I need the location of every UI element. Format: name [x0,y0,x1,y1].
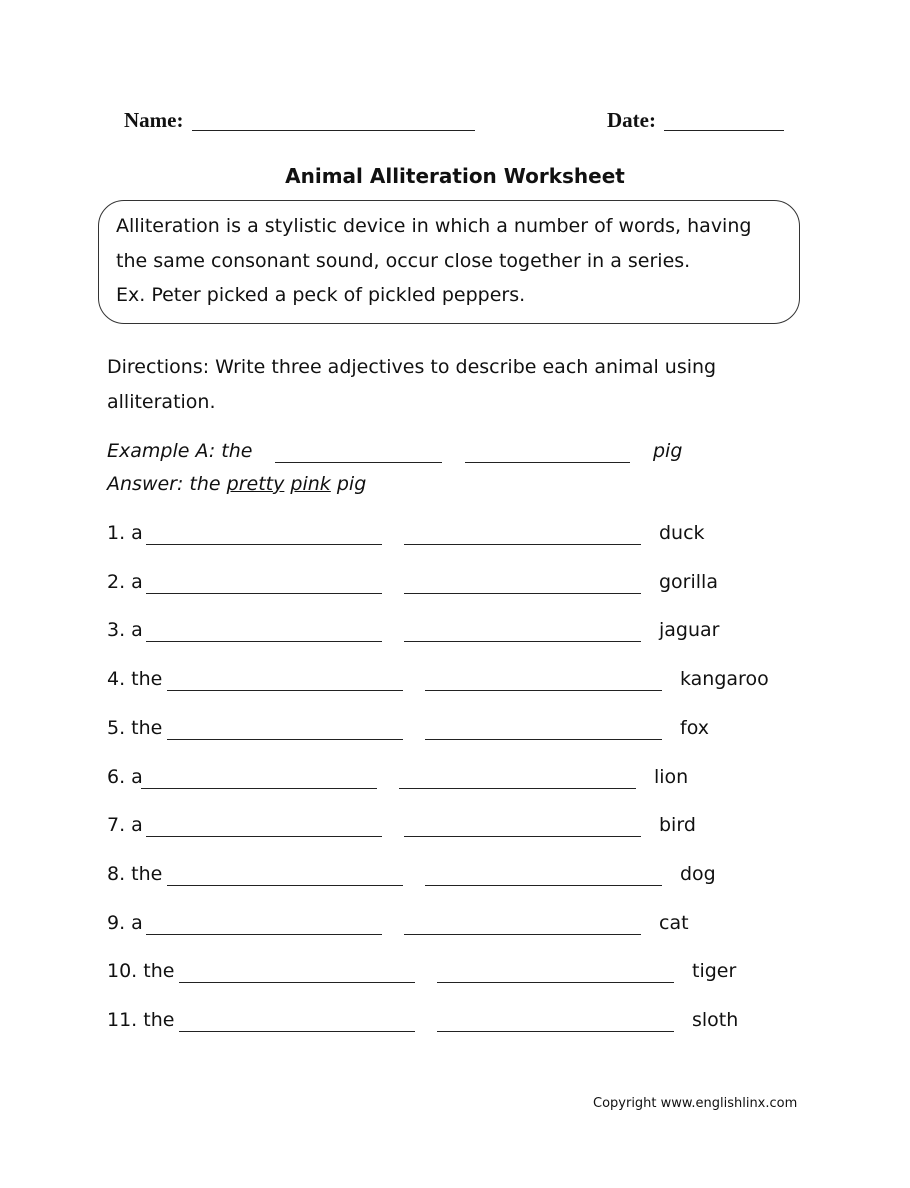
item-prefix: 3. a [107,619,143,641]
answer-blank[interactable] [141,788,377,789]
answer-blank[interactable] [179,1031,415,1032]
answer-word: pretty [226,473,285,495]
item-prefix: 10. the [107,960,175,982]
name-label: Name: [124,108,184,132]
example-blank [465,462,630,463]
item-animal: sloth [692,1009,739,1031]
date-label: Date: [607,108,656,132]
item-prefix: 7. a [107,814,143,836]
item-animal: bird [659,814,696,836]
answer-blank[interactable] [404,934,641,935]
definition-line: the same consonant sound, occur close together in a series. [116,250,691,272]
answer-blank[interactable] [146,934,382,935]
answer-blank[interactable] [404,544,641,545]
item-animal: lion [654,766,689,788]
item-animal: dog [680,863,716,885]
item-prefix: 6. a [107,766,143,788]
answer-blank[interactable] [399,788,636,789]
answer-blank[interactable] [425,739,662,740]
item-animal: jaguar [659,619,720,641]
name-field[interactable] [192,130,475,131]
answer-blank[interactable] [404,641,641,642]
date-field[interactable] [664,130,784,131]
item-prefix: 8. the [107,863,163,885]
answer-blank[interactable] [425,885,662,886]
answer-animal: pig [336,473,367,495]
item-animal: cat [659,912,689,934]
definition-line: Alliteration is a stylistic device in which a number of words, having [116,215,752,237]
example-blank [275,462,442,463]
answer-blank[interactable] [437,982,674,983]
item-animal: duck [659,522,705,544]
item-prefix: 4. the [107,668,163,690]
example-animal: pig [653,440,683,462]
example-answer [107,473,366,495]
answer-blank[interactable] [146,544,382,545]
item-prefix: 1. a [107,522,143,544]
answer-blank[interactable] [146,836,382,837]
answer-blank[interactable] [404,836,641,837]
directions-line: Directions: Write three adjectives to describe each animal using [107,356,717,378]
item-prefix: 9. a [107,912,143,934]
item-animal: fox [680,717,709,739]
answer-blank[interactable] [425,690,662,691]
copyright-notice: Copyright www.englishlinx.com [593,1096,798,1111]
worksheet-title: Animal Alliteration Worksheet [285,164,625,188]
answer-blank[interactable] [146,593,382,594]
answer-blank[interactable] [146,641,382,642]
answer-word: pink [290,473,331,495]
definition-example: Ex. Peter picked a peck of pickled peppers. [116,284,526,306]
answer-blank[interactable] [404,593,641,594]
item-animal: kangaroo [680,668,769,690]
item-prefix: 2. a [107,571,143,593]
example-prompt: Example A: the [107,440,253,462]
answer-blank[interactable] [437,1031,674,1032]
item-prefix: 11. the [107,1009,175,1031]
answer-blank[interactable] [167,739,403,740]
directions-line: alliteration. [107,391,216,413]
item-prefix: 5. the [107,717,163,739]
item-animal: gorilla [659,571,718,593]
answer-blank[interactable] [167,885,403,886]
answer-blank[interactable] [167,690,403,691]
answer-prefix: Answer: the [107,473,221,495]
answer-blank[interactable] [179,982,415,983]
item-animal: tiger [692,960,737,982]
